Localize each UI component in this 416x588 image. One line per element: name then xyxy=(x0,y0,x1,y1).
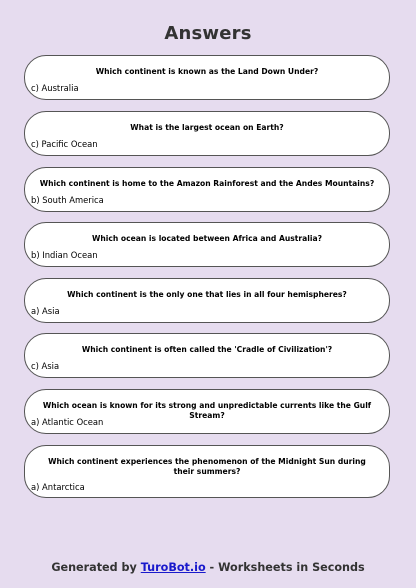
answer-card xyxy=(24,222,390,267)
question-text: What is the largest ocean on Earth? xyxy=(130,123,284,132)
answer-text: c) Asia xyxy=(31,361,60,371)
footer-prefix: Generated by xyxy=(51,561,141,574)
answer-text: c) Australia xyxy=(31,83,79,93)
answer-card xyxy=(24,111,390,156)
question-text: Which ocean is located between Africa and Australia? xyxy=(91,234,323,243)
footer-suffix: - Worksheets in Seconds xyxy=(205,561,365,574)
answer-text: a) Atlantic Ocean xyxy=(31,417,104,427)
page-title: Answers xyxy=(164,23,252,44)
answer-card xyxy=(24,167,390,212)
question-text: Which continent is the only one that lies in all four hemispheres? xyxy=(67,290,347,299)
turobot-link[interactable]: TuroBot.io xyxy=(140,561,206,574)
question-text: Which continent is known as the Land Down Under? xyxy=(95,67,319,76)
question-text: Which continent is home to the Amazon Rainforest and the Andes Mountains? xyxy=(39,179,375,188)
answer-text: a) Asia xyxy=(31,306,60,316)
answer-card xyxy=(24,445,390,498)
answer-text: c) Pacific Ocean xyxy=(31,139,98,149)
answer-card xyxy=(24,278,390,323)
answer-card xyxy=(24,389,390,434)
answer-card xyxy=(24,55,390,100)
answer-text: a) Antarctica xyxy=(31,482,85,492)
footer xyxy=(0,561,416,574)
answer-text: b) Indian Ocean xyxy=(31,250,98,260)
question-text: Which ocean is known for its strong and unpredictable currents like the Gulf Stream? xyxy=(42,401,372,420)
question-text: Which continent experiences the phenomenon of the Midnight Sun during their summers? xyxy=(48,457,366,476)
question-text: Which continent is often called the 'Cradle of Civilization'? xyxy=(81,345,333,354)
answer-card xyxy=(24,333,390,378)
answer-text: b) South America xyxy=(31,195,104,205)
